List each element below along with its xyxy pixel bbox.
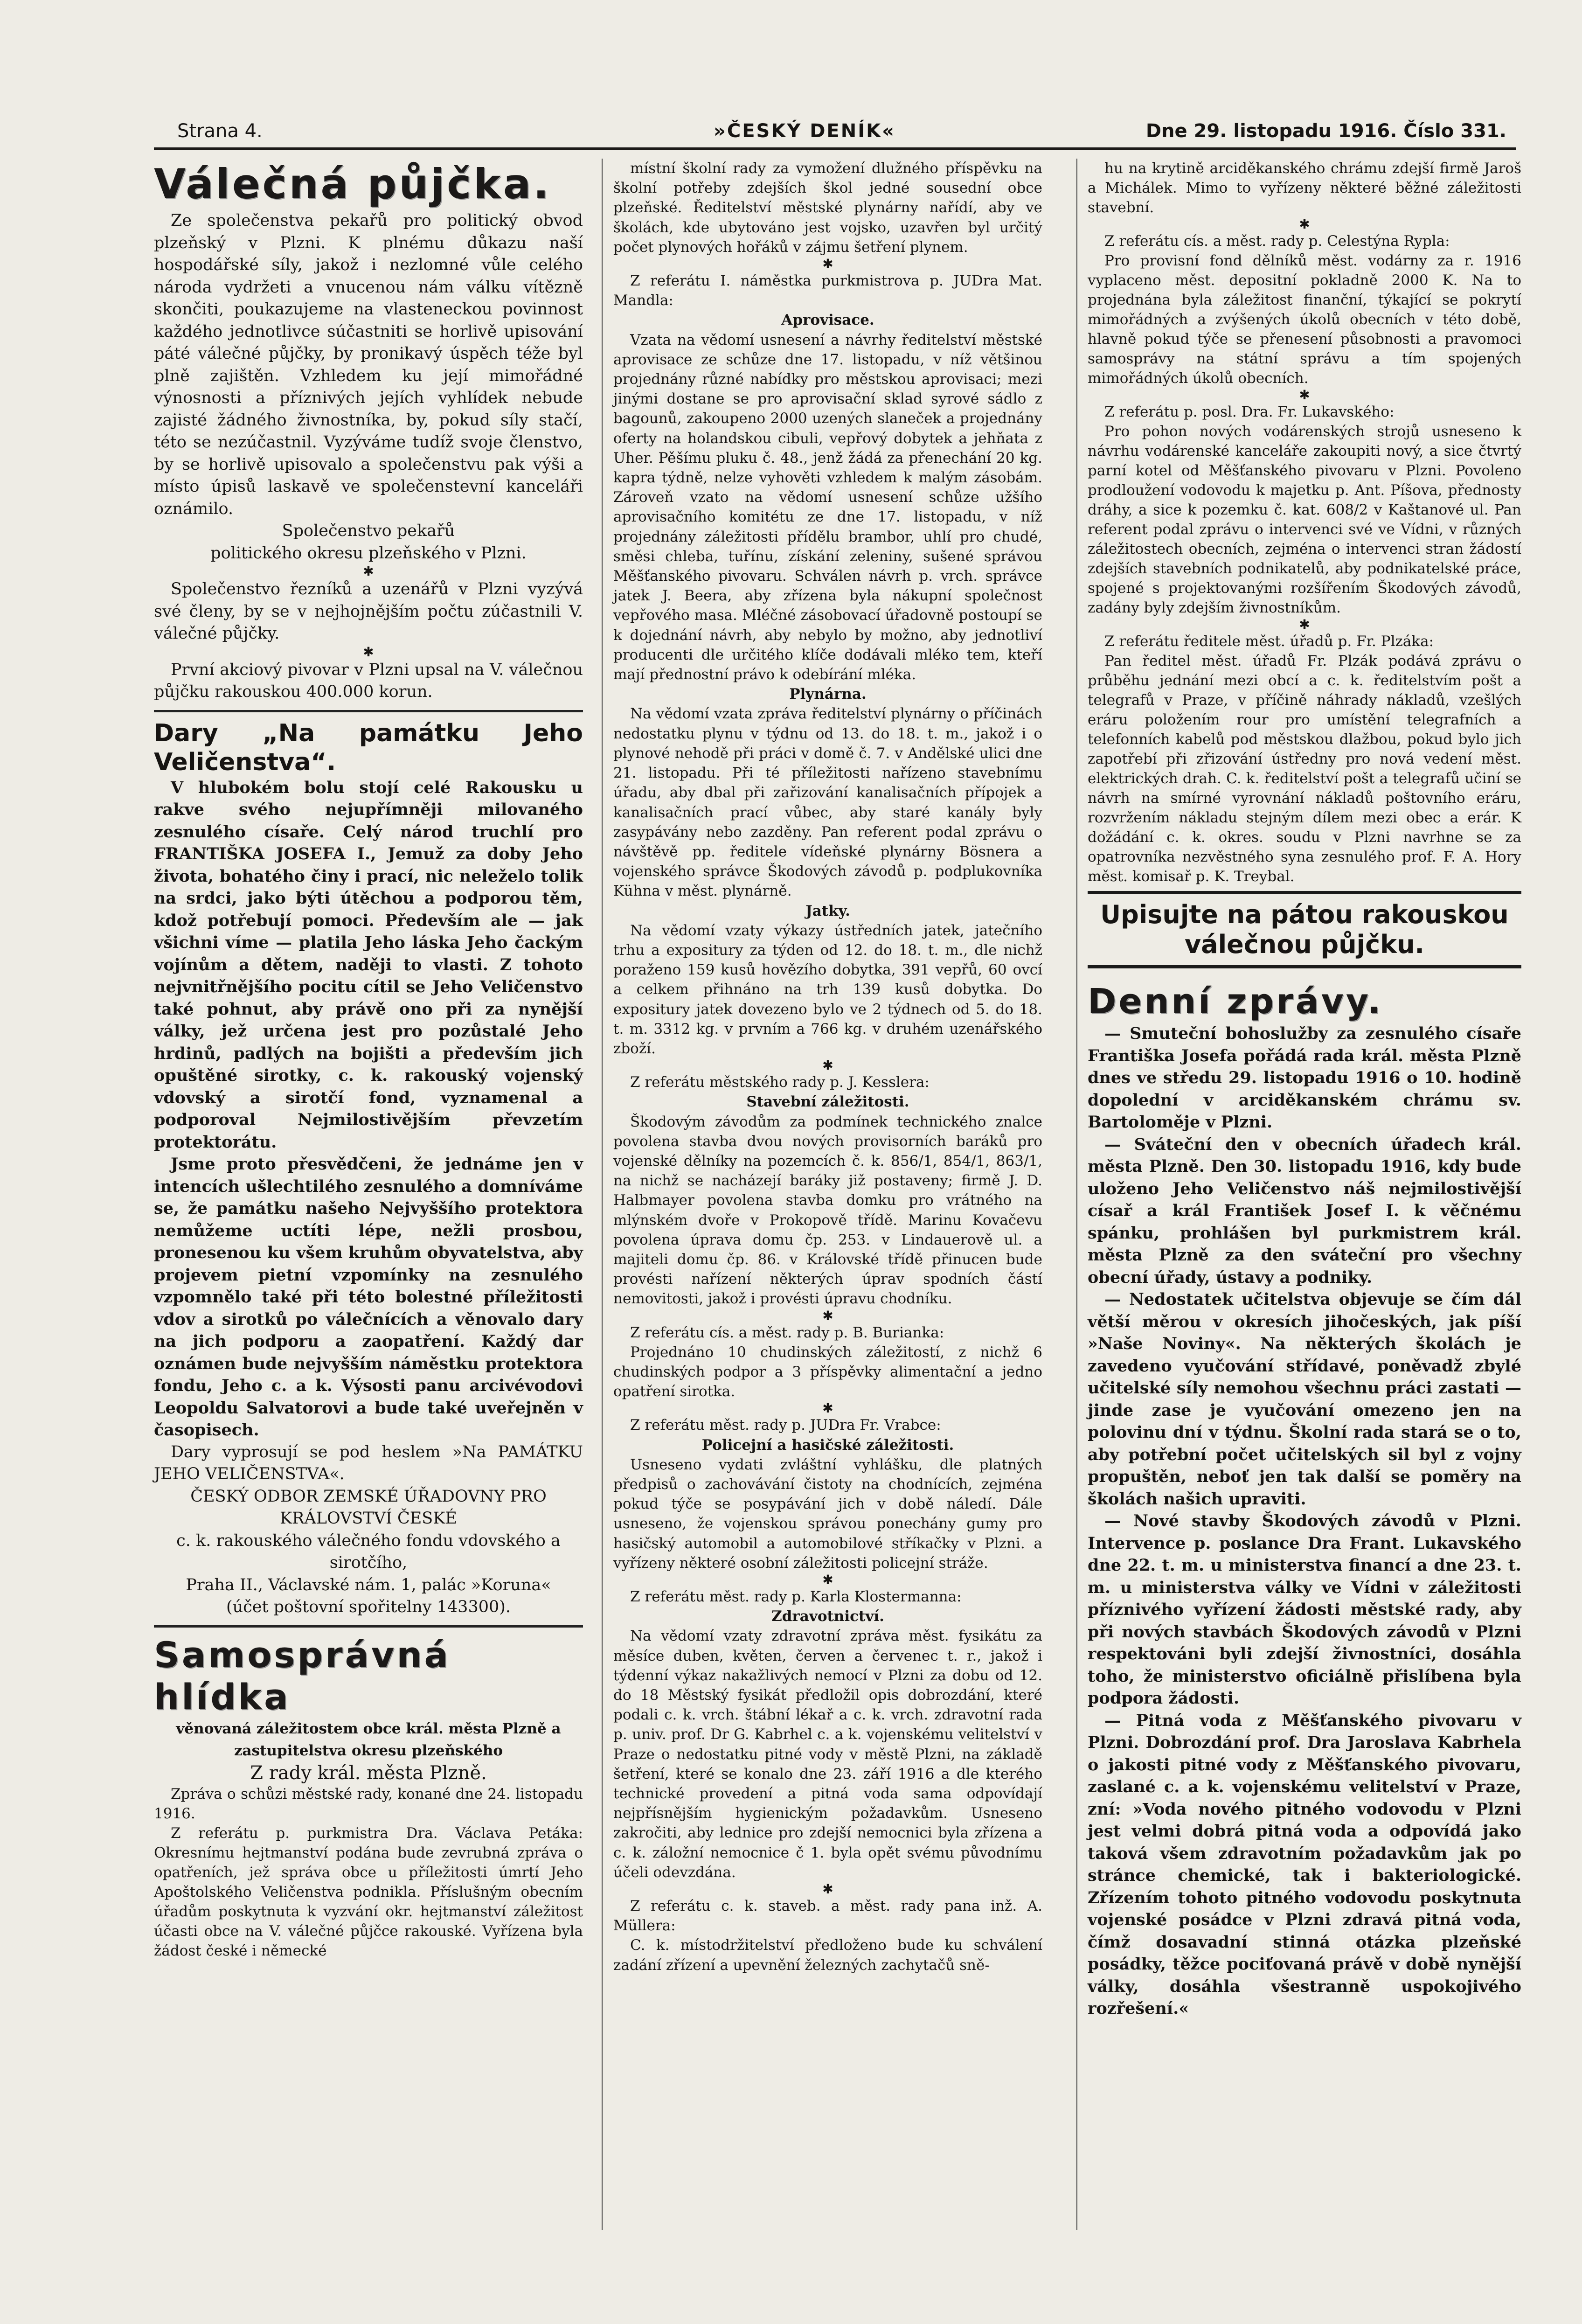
news-item: — Smuteční bohoslužby za zesnulého císaře Františka Josefa pořádá rada král. města Plzně dnes ve středu 29. listopadu 1916 o 10. hodině dopolední v arciděkanském chrámu sv. Bartoloměje v Plzni. <box>1088 1024 1521 1132</box>
signature: ČESKÝ ODBOR ZEMSKÉ ÚŘADOVNY PRO KRÁLOVSTVÍ ČESKÉ <box>190 1487 547 1528</box>
separator-star: ✱ <box>1299 387 1310 403</box>
paragraph: Pro provisní fond dělníků měst. vodárny za r. 1916 vyplaceno měst. depositní pokladně 2000 K. Na to projednána byla záležitost finanční, týkající se pokrytí mimořádných a zvýšených úkolů obecních v této době, hlavně pokud týče se přenesení působnosti a pravomoci samosprávy na státní správu a tím spojených mimořádných úkolů obecních. <box>1088 252 1521 387</box>
separator-star: ✱ <box>1299 216 1310 232</box>
paragraph: Pro pohon nových vodárenských strojů usneseno k návrhu vodárenské kanceláře zakoupiti nový, a sice čtvrtý parní kotel od Měšťanského pivovaru v Plzni. Povoleno prodloužení vodovodu k majetku p. Ant. Píšova, přednosty dráhy, a sice k pozemku č. kat. 608/2 v Kaštanové ul. Pan referent podal zprávu o intervenci své ve Vídni, v různých záležitostech obecních, zejména o intervenci stran žádostí zdejších stavebních podnikatelů, aby podnikatelské práce, spojené s projektovanými rozšířením Škodových závodů, zadány byly zdejším živnostníkům. <box>1088 423 1521 616</box>
rule <box>154 1625 583 1628</box>
page-header <box>140 120 1525 148</box>
referat: Z referátu ředitele měst. úřadů p. Fr. Plzáka: <box>1104 633 1434 650</box>
separator-star: ✱ <box>822 1881 833 1897</box>
header-rule <box>154 147 1516 150</box>
paragraph: Pan ředitel měst. úřadů Fr. Plzák podává zprávu o průběhu jednání mezi obcí a c. k. ředitelstvím pošt a telegrafů v Praze, v příčině náhrady nákladů, vzešlých eráru položením rour pro umístění telegrafních a telefonních kabelů pod městskou dlažbou, pokud bylo jich zapotřebí při zřizování ústředny pro nová vedení měst. elektrických drah. C. k. ředitelství pošt a telegrafů učiní se návrh na smírné vyrovnání nákladů poštovního eráru, rozvržením nákladu stejným dílem mezi obec a erár. K dožádání c. k. okres. soudu v Plzni navrhne se za opatrovníka nezvěstného syna zesnulého prof. F. A. Hory měst. komisař p. K. Treybal. <box>1088 653 1521 885</box>
separator-star: ✱ <box>822 1572 833 1588</box>
paragraph: Na vědomí vzaty zdravotní zpráva měst. fysikátu za měsíce duben, květen, červen a červenec t. r., jakož i týdenní výkaz nakažlivých nemocí v Plzni za dobu od 12. do 18 Městský fysikát předložil opis dobrozdání, které podali c. k. vrch. štábní lékař a c. k. vrch. zdravotní rada p. univ. prof. Dr G. Kabrhel c. a k. vojenskému velitelství v Praze o nedostatku pitné vody v městě Plzni, na základě šetření, které se konalo dne 23. září 1916 a dle kterého technické provedení a pitná voda sama odpovídají nejpřísnějším hygienickým požadavkům. Usneseno zakročiti, aby lednice pro zdejší nemocnici byla zřízena a c. k. záložní nemocnice č 1. byla opět svému původnímu účeli odevzdána. <box>613 1628 1042 1881</box>
news-item: — Nedostatek učitelstva objevuje se čím dál větší měrou v okresích jihočeských, jak píší »Naše Noviny«. Na některých školách je zavedeno vyučování střídavé, poněvadž zbylé učitelské síly nemohou všechnu práci zastati — jinde zase je vyučování omezeno jen na polovinu dní v týdnu. Školní rada stará se o to, aby potřební počet učitelských sil byl z vojny propuštěn, neboť jen tak další se poměry na školách našich upraviti. <box>1088 1290 1521 1509</box>
news-item: — Sváteční den v obecních úřadech král. města Plzně. Den 30. listopadu 1916, kdy bude uloženo Jeho Veličenstvo náš nejmilostivější císař a král František Josef I. k věčnému spánku, prohlášen byl purkmistrem král. města Plzně za den sváteční pro všechny obecní úřady, ústavy a podniky. <box>1088 1134 1521 1287</box>
newspaper-title: »ČESKÝ DENÍK« <box>714 120 895 142</box>
column-right <box>1088 159 1521 2020</box>
column-divider <box>1076 159 1077 2230</box>
column-middle <box>613 159 1042 1975</box>
referat: Z referátu cís. a měst. rady p. B. Burianka: <box>630 1324 944 1341</box>
column-divider <box>602 159 603 2230</box>
paragraph: Projednáno 10 chudinských záležitostí, z nichž 6 chudinských podpor a 3 příspěvky alimentační a jedno opatření sirotka. <box>613 1343 1042 1400</box>
signature: c. k. rakouského válečného fondu vdovského a sirotčího, <box>176 1531 561 1572</box>
subheading: Zdravotnictví. <box>771 1608 884 1625</box>
separator-star: ✱ <box>363 644 374 660</box>
paragraph: V hlubokém bolu stojí celé Rakousku u rakve svého nejupřímněji milovaného zesnulého císaře. Celý národ truchlí pro FRANTIŠKA JOSEFA I., Jemuž za doby Jeho života, bohatého činy i prací, nic neleželo tolik na srdci, jako býti útěchou a podporou těm, kdož potřebují pomoci. Především ale — jak všichni víme — platila Jeho láska Jeho čackým vojínům a dětem, naději to vlasti. Z tohoto nejvnitřnějšího pocitu cítil se Jeho Veličenstvo také pohnut, aby právě ono při za nynější války, jež určena jest pro pozůstalé Jeho hrdinů, padlých na bojišti a především jich opuštěné sirotky, c. k. rakouský vojenský vdovský a sirotčí fond, vyznamenal a podporoval Nejmilostivějším převzetím protektorátu. <box>154 778 583 1152</box>
subheading: Stavební záležitosti. <box>746 1093 909 1111</box>
column-left <box>154 159 583 1961</box>
paragraph: Ze společenstva pekařů pro politický obvod plzeňský v Plzni. K plnému důkazu naší hospodářské síly, jakož i nezlomné vůle celého národa vydržeti a vnucenou nám válku vítězně skončiti, poukazujeme na vlasteneckou povinnost každého jednotlivce súčastniti se horlivě upisování páté válečné půjčky, by pronikavý úspěch téže byl plně zajištěn. Vzhledem ku její mimořádné výnosnosti a příznivých jejích vyhlídek nebude zajisté žádného živnostníka, by, pokud síly stačí, této se nezúčastnil. Vyzýváme tudíž svoje členstvo, by se horlivě upisovalo a společenstvu pak výši a místo úpisů laskavě ve společenstevní kanceláři oznámilo. <box>154 211 583 518</box>
referat: Z referátu cís. a měst. rady p. Celestýna Rypla: <box>1104 233 1450 250</box>
paragraph: Na vědomí vzata zpráva ředitelství plynárny o příčinách nedostatku plynu v týdnu od 13. do 18. t. m., jakož i o plynové nehodě při práci v domě č. 7. v Andělské ulici dne 21. listopadu. Při té příležitosti nařízeno stavebnímu úřadu, aby dbal při zařizování kanalisačních přípojek a kanalisačních prací vůbec, aby staré kanály byly zasypávány nebo zazděny. Pan referent podal zprávu o návštěvě pp. ředitele vídeňské plynárny Bösnera a vojenského správce Škodových závodů p. podplukovníka Kühna v měst. plynárně. <box>613 705 1042 900</box>
subheading: Z rady král. města Plzně. <box>250 1762 487 1784</box>
signature: (účet poštovní spořitelny 143300). <box>226 1598 511 1616</box>
subheading: Jatky. <box>805 902 850 919</box>
war-loan-advertisement: Upisujte na pátou rakouskou válečnou půjčku. <box>1088 891 1521 968</box>
paragraph: Na vědomí vzaty výkazy ústředních jatek, jatečního trhu a expositury za týden od 12. do 18. t. m., dle nichž poraženo 159 kusů hovězího dobytka, 391 vepřů, 60 ovcí a celkem přihnáno na trh 139 kusů dobytka. Do expositury jatek dovezeno bylo ve 2 týdnech od 5. do 18. t. m. 3312 kg. v prvním a 766 kg. v druhém uzenářského zboží. <box>613 922 1042 1057</box>
paragraph: místní školní rady za vymožení dlužného příspěvku na školní potřeby zdejších škol jedné sousední obce plzeňské. Ředitelství městské plynárny nařídí, aby ve školách, kde ubytováno jest vojsko, uzavřen byl určitý počet plynových hořáků v zájmu šetření plynem. <box>613 160 1042 256</box>
referat: Z referátu p. posl. Dra. Fr. Lukavského: <box>1104 404 1395 420</box>
paragraph: Škodovým závodům za podmínek technického znalce povolena stavba dvou nových provisorních baráků pro vojenské dělníky na pozemcích č. k. 856/1, 854/1, 863/1, na nichž se nacházejí baráky již postaveny; firmě J. D. Halbmayer povolena stavba domku pro vrátného na mlýnském dvoře v Prokopově třídě. Marinu Kovačevu povolena úprava domu čp. 253. v Lindauerově ul. a majiteli domu čp. 86. v Královské třídě přinucen bude provésti nařízení některých úprav spodních částí nemovitosti, jakož i provésti úpravu chodníku. <box>613 1113 1042 1308</box>
paragraph: Z referátu p. purkmistra Dra. Václava Petáka: Okresnímu hejtmanství podána bude zevrubná zpráva o opatřeních, jež správa obce u příležitosti úmrtí Jeho Apoštolského Veličenstva podnikla. Příslušným obecním úřadům poskytnuta k vyzvání okr. hejtmanství záležitost účasti obce na V. válečné půjčce rakouské. Vyřízena byla žádost české i německé <box>154 1825 583 1959</box>
rule <box>154 710 583 712</box>
section-title: Válečná půjčka. <box>154 160 551 208</box>
subheading: Aprovisace. <box>781 312 874 329</box>
paragraph: Dary vyprosují se pod heslem »Na PAMÁTKU JEHO VELIČENSTVA«. <box>154 1442 583 1483</box>
paragraph: Usneseno vydati zvláštní vyhlášku, dle platných předpisů o zachovávání čistoty na chodnících, zejména pokud týče se posypávání jich v době náledí. Dále usneseno, že vojenskou správou ponechány gumy pro hasičský automobil a automobilové stříkačky v Plzni. a vyřízeny některé osobní záležitosti policejní stráže. <box>613 1456 1042 1572</box>
separator-star: ✱ <box>363 564 374 579</box>
separator-star: ✱ <box>822 256 833 272</box>
news-item: — Pitná voda z Měšťanského pivovaru v Plzni. Dobrozdání prof. Dra Jaroslava Kabrhela o jakosti pitné vody z Měšťanského pivovaru, zaslané c. a k. vojenskému velitelství v Praze, zní: »Voda nového pitného vodovodu v Plzni jest velmi dobrá pitná voda a odpovídá jako taková všem zdravotním požadavkům jak po stránce chemické, tak i bakteriologické. Zřízením tohoto pitného vodovodu poskytnuta vojenské posádce v Plzni zdravá pitná voda, čímž dosavadní stinná otázka plzeňské posádky, těžce pociťovaná právě v době nynější války, dosáhla všestranně uspokojivého rozřešení.« <box>1088 1711 1521 2018</box>
signature: Společenstvo pekařů <box>282 522 455 540</box>
referat: Z referátu měst. rady p. JUDra Fr. Vrabce: <box>630 1417 941 1434</box>
referat: Z referátu městského rady p. J. Kesslera: <box>630 1074 930 1091</box>
article-title: Dary „Na památku Jeho Veličenstva“. <box>154 719 583 776</box>
separator-star: ✱ <box>822 1058 833 1073</box>
paragraph: C. k. místodržitelství předloženo bude ku schválení zadání zřízení a upevnění železných zachytačů sně- <box>613 1937 1042 1974</box>
paragraph: Jsme proto přesvědčeni, že jednáme jen v intencích ušlechtilého zesnulého a domníváme se, že památku našeho Nejvyššího protektora nemůžeme uctíti lépe, nežli prosbou, pronesenou ku všem kruhům obyvatelstva, aby projevem pietní vzpomínky na zesnulého vzpomnělo také při této bolestné příležitosti vdov a sirotků po válečnících a věnovalo dary na jich podporu a zaopatření. Každý dar oznámen bude nejvyšším náměstku protektora fondu, Jeho c. a k. Výsosti panu arcivévodovi Leopoldu Salvatorovi a bude také uveřejněn v časopisech. <box>154 1155 583 1440</box>
paragraph: Společenstvo řezníků a uzenářů v Plzni vyzývá své členy, by se v nejhojnějším počtu zúčastnili V. válečné půjčky. <box>154 580 583 643</box>
separator-star: ✱ <box>1299 617 1310 632</box>
subheading: Policejní a hasičské záležitosti. <box>701 1436 954 1454</box>
separator-star: ✱ <box>822 1308 833 1323</box>
separator-star: ✱ <box>822 1400 833 1416</box>
referat: Z referátu měst. rady p. Karla Klostermanna: <box>630 1588 962 1606</box>
referat: Z referátu c. k. staveb. a měst. rady pana inž. A. Müllera: <box>613 1898 1042 1934</box>
subheading: Plynárna. <box>789 686 867 703</box>
signature: Praha II., Václavské nám. 1, palác »Koruna« <box>186 1575 551 1594</box>
paragraph: První akciový pivovar v Plzni upsal na V. válečnou půjčku rakouskou 400.000 korun. <box>154 660 583 701</box>
issue-date: Dne 29. listopadu 1916. Číslo 331. <box>1145 120 1506 142</box>
paragraph: hu na krytině arciděkanského chrámu zdejší firmě Jaroš a Michálek. Mimo to vyřízeny některé běžné záležitosti stavební. <box>1088 160 1521 216</box>
page-number: Strana 4. <box>177 120 263 142</box>
section-subtitle: věnovaná záležitostem obce král. města Plzně a zastupitelstva okresu plzeňského <box>176 1720 561 1759</box>
referat: Z referátu I. náměstka purkmistrova p. JUDra Mat. Mandla: <box>613 272 1042 309</box>
news-item: — Nové stavby Škodových závodů v Plzni. Intervence p. poslance Dra Frant. Lukavského dne 22. t. m. u ministerstva financí a dne 23. t. m. u ministerstva války ve Vídni v záležitosti příznivého vyřízení žádosti městské rady, aby při nových stavbách Škodových závodů v Plzni respektováni byli zdejší živnostníci, dosáhla toho, že ministerstvo oficiálně přislíbena byla podpora žádosti. <box>1088 1511 1521 1708</box>
newspaper-page <box>140 107 1525 2276</box>
paragraph: Zpráva o schůzi městské rady, konané dne 24. listopadu 1916. <box>154 1786 583 1822</box>
section-title: Samosprávná hlídka <box>154 1634 451 1718</box>
signature: politického okresu plzeňského v Plzni. <box>210 543 527 563</box>
section-title: Denní zprávy. <box>1088 981 1383 1022</box>
paragraph: Vzata na vědomí usnesení a návrhy ředitelství městské aprovisace ze schůze dne 17. listopadu, v níž většinou projednány různé nabídky pro městskou aprovisaci; mezi jinými dostane se pro aprovisační sklad syrové sádlo z bagounů, zakoupeno 2000 uzených slaneček a projednány oferty na holandskou cibuli, vepřový dobytek a jehňata z Uher. Pěšímu pluku č. 48., jenž žádá za přenechání 20 kg. kapra týdně, nelze vyhověti vzhledem k malým zásobám. Zároveň vzato na vědomí usnesení schůze užšího aprovisačního komitétu ze dne 17. listopadu, v níž projednány záležitosti přídělu brambor, uhlí pro chudé, směsi chleba, tuřínu, získání zeleniny, sušené správou Měšťanského pivovaru. Schválen návrh p. vrch. správce jatek J. Beera, aby zřízena byla nákupní společnost vepřového masa. Mléčné zásobovací úřadovně postoupí se k dojednání návrh, aby nebylo by možno, aby jednotliví producenti dle určitého klíče dodávali mléko tem, kteří mají přednostní právo k odebírání mléka. <box>613 331 1042 683</box>
